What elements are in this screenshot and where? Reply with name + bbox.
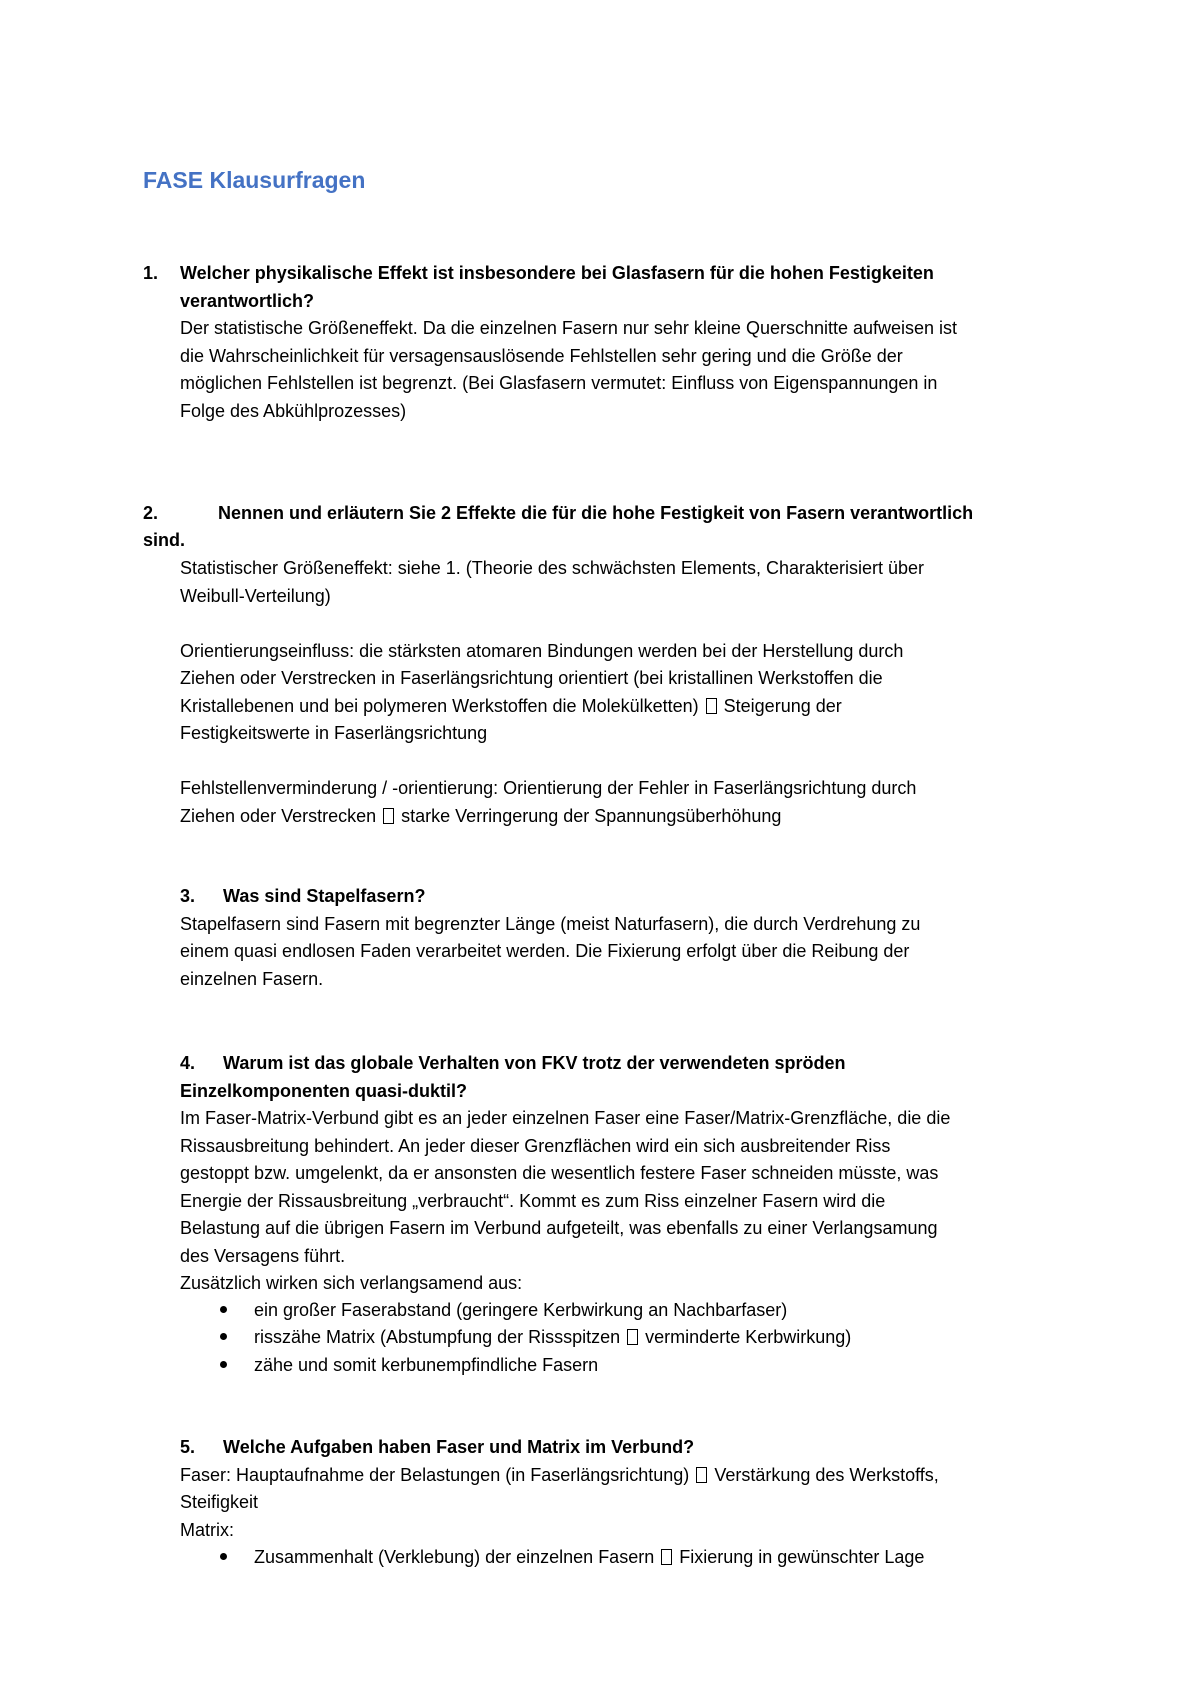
question-1-text-line-2: verantwortlich?: [180, 290, 315, 311]
question-1-text-line-1: Welcher physikalische Effekt ist insbesondere bei Glasfasern für die hohen Festigkeiten: [180, 263, 934, 283]
answer-5-faser-end: Verstärkung des Werkstoffs,: [714, 1464, 939, 1485]
answer-2b-line-3-end: Steigerung der: [723, 695, 842, 716]
list-item: ein großer Faserabstand (geringere Kerbwirkung an Nachbarfaser): [254, 1300, 788, 1320]
answer-2c-line-2: [180, 803, 1070, 831]
question-2-text-line-2: sind.: [143, 530, 186, 550]
page-title: FASE Klausurfragen: [143, 167, 366, 193]
arrow-icon: [696, 1467, 707, 1483]
question-2-text-line-1: Nennen und erläutern Sie 2 Effekte die für die hohe Festigkeit von Fasern verantwortlich: [218, 503, 974, 523]
question-5-heading: [180, 1434, 1070, 1462]
question-1-number: 1.: [143, 263, 159, 283]
answer-5-faser-line-1: [180, 1462, 1070, 1490]
bullet-icon: [220, 1297, 227, 1325]
question-3-number: 3.: [180, 886, 196, 906]
question-5-text: Welche Aufgaben haben Faser und Matrix im Verbund?: [223, 1437, 695, 1457]
answer-5-faser-start: Faser: Hauptaufnahme der Belastungen (in Faserlängsrichtung): [180, 1464, 690, 1485]
arrow-icon: [627, 1329, 638, 1345]
answer-2c-line-2-start: Ziehen oder Verstrecken: [180, 805, 377, 826]
question-4: [180, 1050, 1070, 1298]
answer-5-matrix-label: Matrix:: [180, 1519, 234, 1540]
question-3-heading: [180, 883, 1070, 911]
list-item: [254, 1324, 851, 1352]
question-4-text-line-1: Warum ist das globale Verhalten von FKV trotz der verwendeten spröden: [223, 1053, 846, 1073]
list-item-end: Fixierung in gewünschter Lage: [679, 1547, 925, 1567]
bullet-icon: [220, 1544, 227, 1572]
answer-4-line-2: Rissausbreitung behindert. An jeder dieser Grenzflächen wird ein sich ausbreitender Riss: [180, 1135, 891, 1156]
question-2-number: 2.: [143, 503, 159, 523]
answer-2c-line-1: Fehlstellenverminderung / -orientierung: Orientierung der Fehler in Faserlängsrichtung durch: [180, 778, 917, 798]
question-1: [180, 260, 1070, 425]
answer-4-line-6: des Versagens führt.: [180, 1245, 346, 1266]
arrow-icon: [383, 808, 394, 824]
answer-2b-line-2: Ziehen oder Verstrecken in Faserlängsrichtung orientiert (bei kristallinen Werkstoffen die: [180, 668, 883, 688]
answer-4-line-5: Belastung auf die übrigen Fasern im Verbund aufgeteilt, was ebenfalls zu einer Verlangsamung: [180, 1218, 938, 1238]
list-item-end: verminderte Kerbwirkung): [645, 1327, 852, 1347]
answer-3-line-3: einzelnen Fasern.: [180, 968, 324, 989]
arrow-icon: [661, 1549, 672, 1565]
answer-1-line-2: die Wahrscheinlichkeit für versagensauslösende Fehlstellen sehr gering und die Größe der: [180, 345, 903, 366]
answer-1-line-4: Folge des Abkühlprozesses): [180, 400, 407, 421]
answer-2b-line-3: [180, 693, 1070, 721]
question-4-heading-line-1: [180, 1050, 1070, 1078]
answer-4-line-3: gestoppt bzw. umgelenkt, da er ansonsten die wesentlich festere Faser schneiden müsste, was: [180, 1163, 939, 1183]
answer-3-line-2: einem quasi endlosen Faden verarbeitet werden. Die Fixierung erfolgt über die Reibung der: [180, 941, 910, 961]
question-3-text: Was sind Stapelfasern?: [223, 886, 426, 906]
list-item-start: risszähe Matrix (Abstumpfung der Rissspitzen: [254, 1327, 621, 1347]
answer-2a-line-1: Statistischer Größeneffekt: siehe 1. (Theorie des schwächsten Elements, Charakterisiert über: [180, 558, 925, 578]
answer-2a-line-2: Weibull-Verteilung): [180, 585, 331, 606]
answer-2b-line-1: Orientierungseinfluss: die stärksten atomaren Bindungen werden bei der Herstellung durch: [180, 640, 904, 661]
answer-5-faser-line-2: Steifigkeit: [180, 1492, 259, 1512]
answer-4-line-4: Energie der Rissausbreitung „verbraucht“. Kommt es zum Riss einzelner Fasern wird die: [180, 1190, 886, 1211]
bullet-icon: [220, 1352, 227, 1380]
question-4-number: 4.: [180, 1053, 196, 1073]
bullet-icon: [220, 1324, 227, 1352]
answer-1-line-1: Der statistische Größeneffekt. Da die einzelnen Fasern nur sehr kleine Querschnitte aufweisen ist: [180, 318, 958, 338]
arrow-icon: [706, 698, 717, 714]
question-4-text-line-2: Einzelkomponenten quasi-duktil?: [180, 1080, 468, 1101]
answer-2b-line-3-start: Kristallebenen und bei polymeren Werkstoffen die Molekülketten): [180, 695, 699, 716]
list-item-start: Zusammenhalt (Verklebung) der einzelnen Fasern: [254, 1547, 655, 1567]
question-3: [180, 883, 1070, 993]
answer-3-line-1: Stapelfasern sind Fasern mit begrenzter Länge (meist Naturfasern), die durch Verdrehung zu: [180, 913, 921, 934]
answer-4-line-1: Im Faser-Matrix-Verbund gibt es an jeder einzelnen Faser eine Faser/Matrix-Grenzfläche, die die: [180, 1108, 951, 1128]
answer-2: [180, 555, 1070, 830]
list-item: [254, 1544, 924, 1572]
list-item: zähe und somit kerbunempfindliche Fasern: [254, 1355, 599, 1375]
answer-1-line-3: möglichen Fehlstellen ist begrenzt. (Bei Glasfasern vermutet: Einfluss von Eigenspannungen in: [180, 373, 938, 393]
answer-2b-line-4: Festigkeitswerte in Faserlängsrichtung: [180, 723, 488, 743]
question-5-number: 5.: [180, 1437, 196, 1457]
answer-2c-line-2-end: starke Verringerung der Spannungsüberhöhung: [401, 805, 782, 826]
question-5: [180, 1434, 1070, 1544]
answer-4-line-7: Zusätzlich wirken sich verlangsamend aus:: [180, 1273, 523, 1293]
